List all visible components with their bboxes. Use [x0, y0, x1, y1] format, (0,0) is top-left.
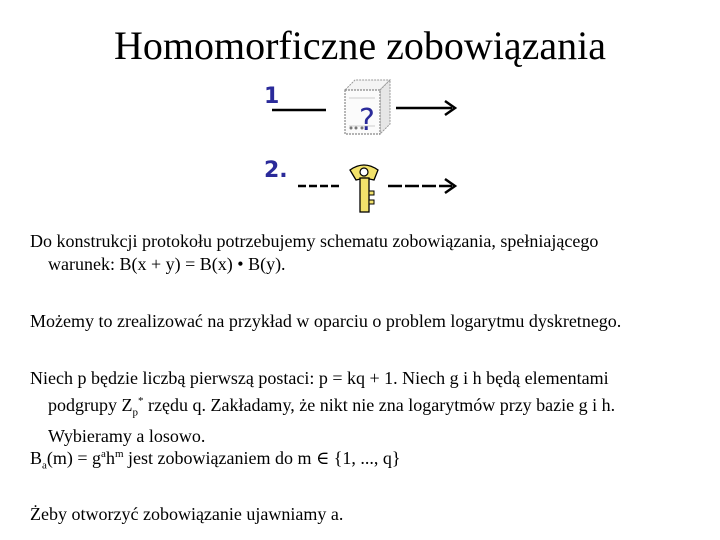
p5-text: Żeby otworzyć zobowiązanie ujawniamy a.	[30, 504, 344, 524]
paragraph-3	[30, 367, 615, 448]
p3-line3: Wybieramy a losowo.	[48, 425, 206, 446]
p1-line2: warunek: B(x + y) = B(x) • B(y).	[48, 254, 286, 274]
key-icon	[350, 165, 378, 212]
p4-mid: (m) = g	[46, 448, 102, 468]
p3-line2-post: rzędu q. Zakładamy, że nikt nie zna logarytmów przy bazie g i h.	[143, 395, 616, 415]
step-1-number: 1	[264, 84, 280, 109]
question-mark-icon: ?	[359, 103, 375, 138]
p4-post: jest zobowiązaniem do m ∈ {1, ..., q}	[123, 448, 401, 468]
paragraph-1	[30, 230, 598, 276]
page-title: Homomorficzne zobowiązania	[113, 23, 606, 68]
p4-h: h	[105, 448, 115, 468]
commitment-diagram	[0, 0, 720, 215]
p1-line1: Do konstrukcji protokołu potrzebujemy schematu zobowiązania, spełniającego	[30, 231, 599, 251]
p3-line1: Niech p będzie liczbą pierwszą postaci: p = kq + 1. Niech g i h będą elementami	[30, 368, 609, 388]
p3-sup-star: *	[138, 395, 144, 407]
p3-line2-pre: podgrupy Z	[48, 395, 133, 415]
p4-sub-a: a	[42, 459, 47, 472]
p4-B: B	[30, 448, 43, 468]
diagram-graphics	[0, 0, 720, 215]
paragraph-4	[30, 443, 401, 478]
p2-text: Możemy to zrealizować na przykład w oparciu o problem logarytmu dyskretnego.	[30, 311, 622, 331]
p3-sub-p: p	[132, 406, 138, 419]
paragraph-2	[30, 310, 621, 333]
paragraph-5	[30, 503, 343, 526]
step-2-number: 2.	[264, 158, 288, 183]
p4-sup-a: a	[101, 448, 106, 460]
p4-sup-m: m	[114, 448, 124, 460]
locked-box-icon	[345, 80, 390, 138]
